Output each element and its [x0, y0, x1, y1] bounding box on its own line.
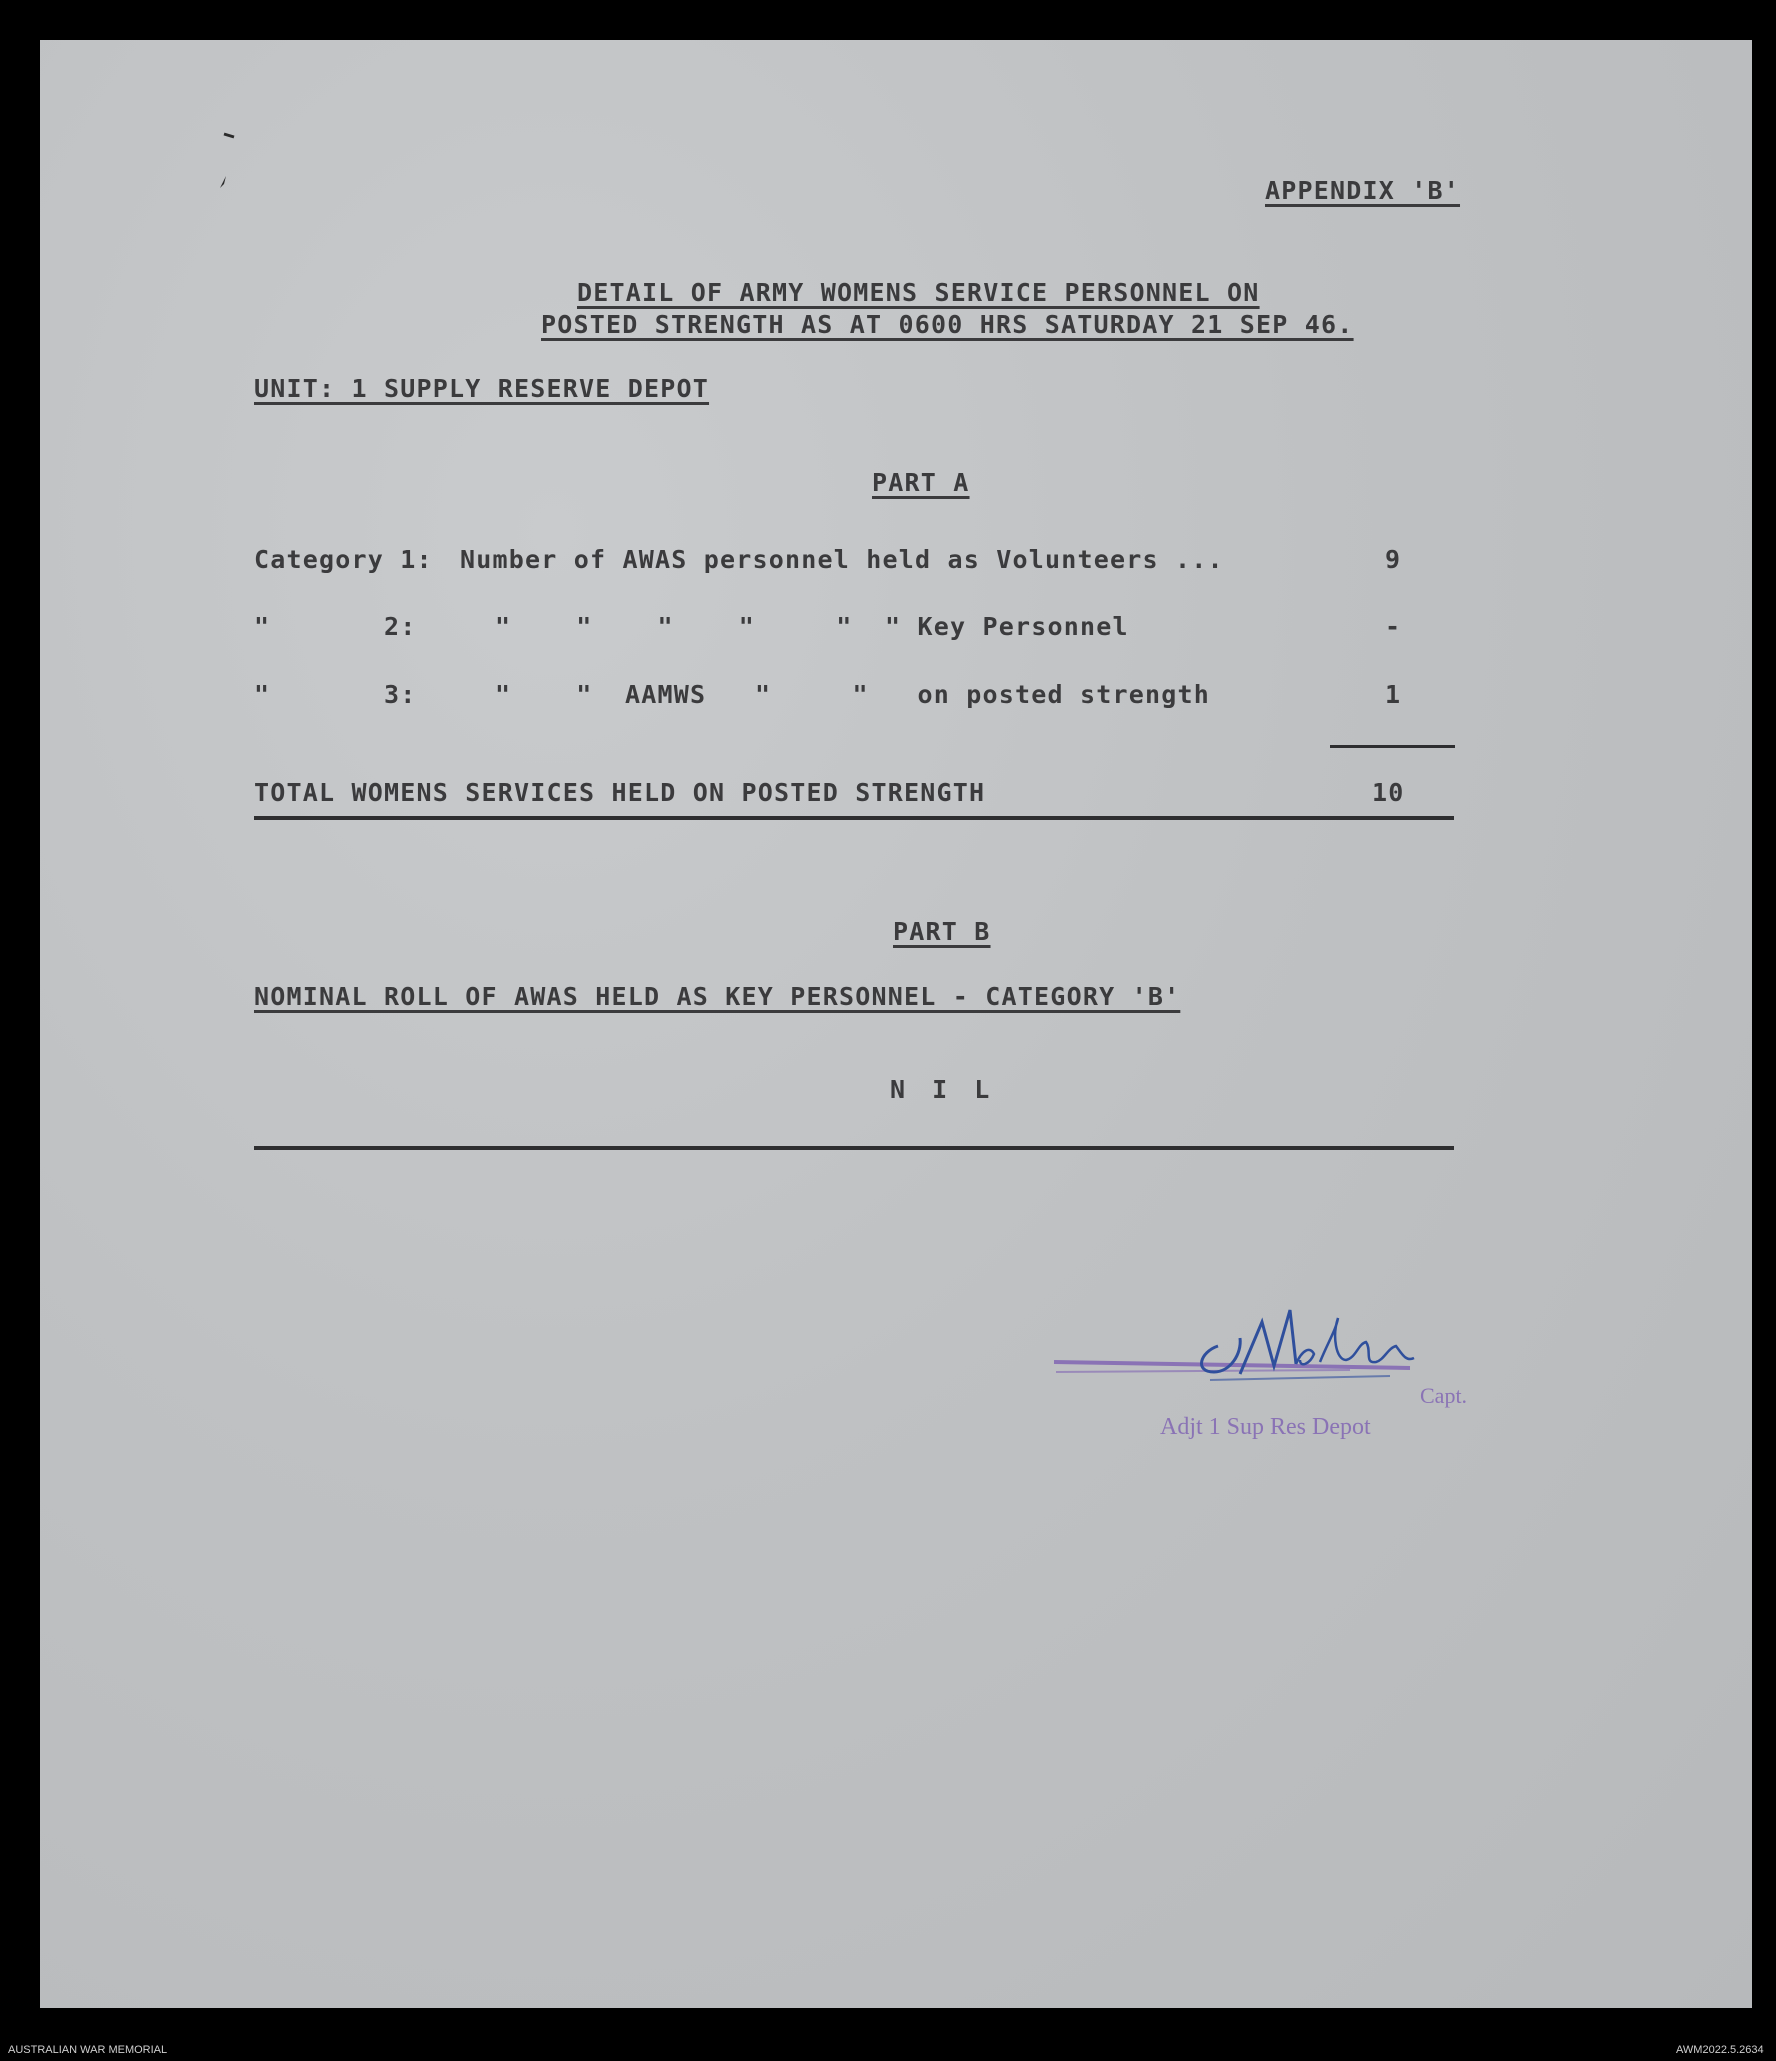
appendix-label: APPENDIX 'B' [1265, 176, 1461, 205]
total-value: 10 [1372, 778, 1405, 807]
category-3-label: " 3: [254, 680, 417, 709]
total-underline [254, 816, 1454, 820]
category-1-value: 9 [1385, 545, 1402, 574]
footer-right: AWM2022.5.2634 [1676, 2044, 1764, 2056]
category-1-label: Category 1: [254, 545, 433, 574]
category-2-description: " " " " " " Key Personnel [495, 612, 1129, 641]
category-1-description: Number of AWAS personnel held as Volunteers ... [460, 545, 1224, 574]
paper-blemish [210, 130, 250, 190]
category-3-value: 1 [1385, 680, 1402, 709]
document-page [40, 40, 1752, 2008]
subtotal-rule [1330, 745, 1455, 748]
category-3-description: " " AAMWS " " on posted strength [495, 680, 1211, 709]
category-2-value: - [1385, 612, 1402, 641]
part-b-subheading: NOMINAL ROLL OF AWAS HELD AS KEY PERSONNEL - CATEGORY 'B' [254, 982, 1181, 1011]
unit-label: UNIT: 1 SUPPLY RESERVE DEPOT [254, 374, 710, 403]
category-2-label: " 2: [254, 612, 417, 641]
closing-rule [254, 1146, 1454, 1150]
part-a-heading: PART A [872, 468, 970, 497]
handwritten-signature [1170, 1280, 1430, 1390]
signature-rank: Capt. [1420, 1383, 1468, 1408]
document-title-line-1: DETAIL OF ARMY WOMENS SERVICE PERSONNEL ON [577, 278, 1260, 307]
part-b-heading: PART B [893, 917, 991, 946]
total-label: TOTAL WOMENS SERVICES HELD ON POSTED STRENGTH [254, 778, 986, 807]
document-title-line-2: POSTED STRENGTH AS AT 0600 HRS SATURDAY 21 SEP 46. [541, 310, 1354, 339]
signature-designation: Adjt 1 Sup Res Depot [1160, 1414, 1371, 1440]
nil-entry: N I L [890, 1075, 996, 1104]
footer-left: AUSTRALIAN WAR MEMORIAL [8, 2044, 168, 2056]
